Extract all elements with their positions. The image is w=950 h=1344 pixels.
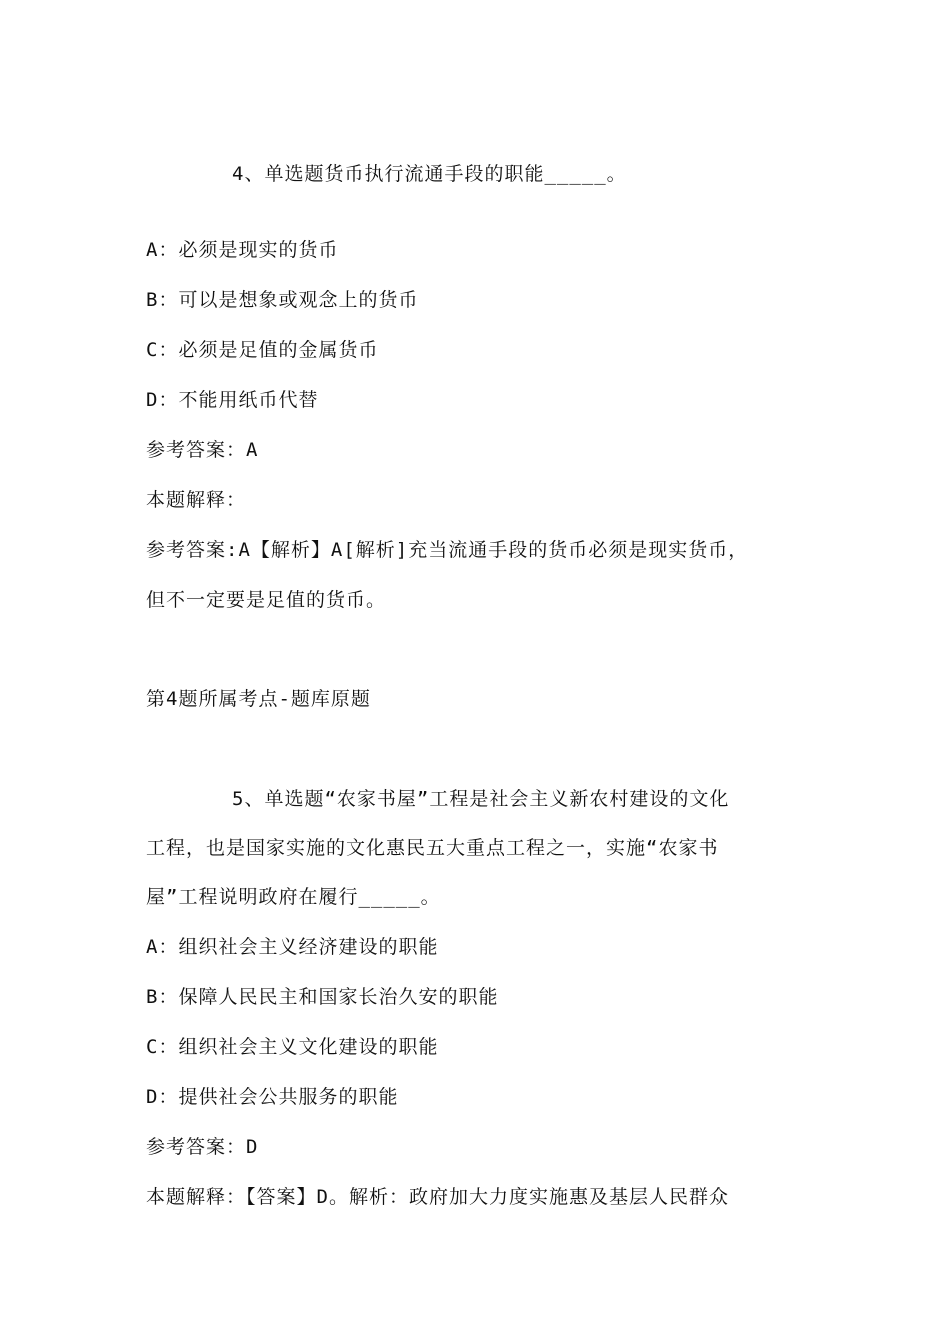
q5-explanation-line-1: 本题解释：【答案】D。解析：政府加大力度实施惠及基层人民群众 bbox=[146, 1186, 729, 1208]
q4-option-a: A：必须是现实的货币 bbox=[146, 239, 339, 261]
q5-option-c: C：组织社会主义文化建设的职能 bbox=[146, 1036, 439, 1058]
q4-answer: 参考答案：A bbox=[146, 439, 259, 461]
q4-stem: 4、单选题货币执行流通手段的职能_____。 bbox=[232, 163, 627, 185]
q5-option-d: D：提供社会公共服务的职能 bbox=[146, 1086, 399, 1108]
q5-stem-line-2: 工程，也是国家实施的文化惠民五大重点工程之一，实施“农家书 bbox=[146, 837, 719, 859]
q4-option-d: D：不能用纸币代替 bbox=[146, 389, 319, 411]
q4-explanation-label: 本题解释： bbox=[146, 489, 247, 511]
q5-option-a: A：组织社会主义经济建设的职能 bbox=[146, 936, 439, 958]
q5-stem-line-1: 5、单选题“农家书屋”工程是社会主义新农村建设的文化 bbox=[232, 788, 730, 810]
q5-answer: 参考答案：D bbox=[146, 1136, 259, 1158]
q5-option-b: B：保障人民民主和国家长治久安的职能 bbox=[146, 986, 499, 1008]
q5-stem-line-3: 屋”工程说明政府在履行_____。 bbox=[146, 886, 441, 908]
q4-option-b: B：可以是想象或观念上的货币 bbox=[146, 289, 419, 311]
q4-explanation-line-2: 但不一定要是足值的货币。 bbox=[146, 589, 387, 611]
q4-topic: 第4题所属考点-题库原题 bbox=[146, 688, 371, 710]
q4-option-c: C：必须是足值的金属货币 bbox=[146, 339, 379, 361]
q4-explanation-line-1: 参考答案:A【解析】A[解析]充当流通手段的货币必须是现实货币， bbox=[146, 539, 749, 561]
